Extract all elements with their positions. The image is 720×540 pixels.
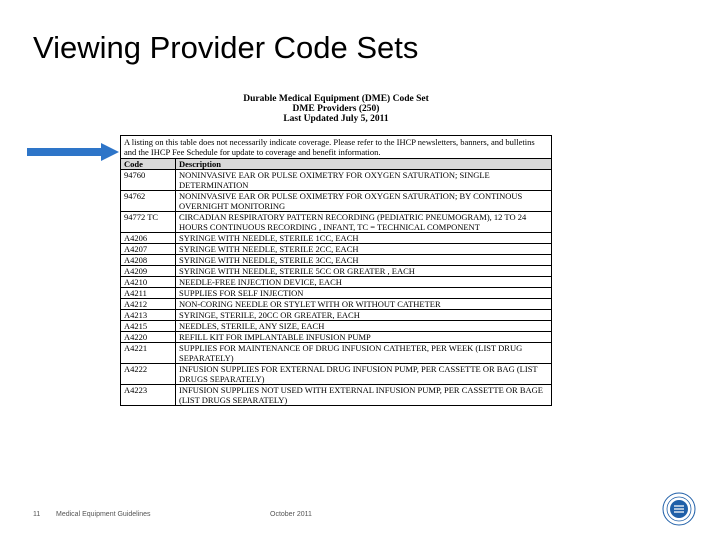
description-cell: INFUSION SUPPLIES NOT USED WITH EXTERNAL INFUSION PUMP, PER CASSETTE OR BAGE (LIST DRUGS SEPARATELY) — [176, 385, 552, 406]
table-row — [121, 244, 552, 255]
table-row — [121, 277, 552, 288]
code-cell: A4210 — [121, 277, 176, 288]
description-cell: INFUSION SUPPLIES FOR EXTERNAL DRUG INFUSION PUMP, PER CASSETTE OR BAG (LIST DRUGS SEPARATELY) — [176, 364, 552, 385]
code-cell: A4211 — [121, 288, 176, 299]
column-header-code: Code — [121, 159, 176, 170]
description-cell: SUPPLIES FOR SELF INJECTION — [176, 288, 552, 299]
code-cell: A4207 — [121, 244, 176, 255]
document-heading-title: Durable Medical Equipment (DME) Code Set — [243, 94, 429, 104]
table-row — [121, 255, 552, 266]
code-cell: 94762 — [121, 191, 176, 212]
table-row — [121, 191, 552, 212]
code-cell: A4215 — [121, 321, 176, 332]
description-cell: NEEDLE-FREE INJECTION DEVICE, EACH — [176, 277, 552, 288]
description-cell: NONINVASIVE EAR OR PULSE OXIMETRY FOR OXYGEN SATURATION; SINGLE DETERMINATION — [176, 170, 552, 191]
notice-row — [121, 136, 552, 159]
code-cell: 94772 TC — [121, 212, 176, 233]
table-row — [121, 233, 552, 244]
description-cell: SYRINGE WITH NEEDLE, STERILE 2CC, EACH — [176, 244, 552, 255]
description-cell: SYRINGE WITH NEEDLE, STERILE 5CC OR GREATER , EACH — [176, 266, 552, 277]
table-header-row — [121, 159, 552, 170]
document-heading — [120, 94, 552, 124]
column-header-description: Description — [176, 159, 552, 170]
footer-date: October 2011 — [270, 511, 312, 518]
description-cell: SYRINGE WITH NEEDLE, STERILE 3CC, EACH — [176, 255, 552, 266]
table-row — [121, 343, 552, 364]
code-cell: A4220 — [121, 332, 176, 343]
table-row — [121, 321, 552, 332]
description-cell: NON-CORING NEEDLE OR STYLET WITH OR WITHOUT CATHETER — [176, 299, 552, 310]
table-row — [121, 266, 552, 277]
code-cell: 94760 — [121, 170, 176, 191]
description-cell: NONINVASIVE EAR OR PULSE OXIMETRY FOR OXYGEN SATURATION; BY CONTINOUS OVERNIGHT MONITORING — [176, 191, 552, 212]
code-cell: A4223 — [121, 385, 176, 406]
footer-left-text: Medical Equipment Guidelines — [56, 511, 151, 518]
description-cell: CIRCADIAN RESPIRATORY PATTERN RECORDING (PEDIATRIC PNEUMOGRAM), 12 TO 24 HOURS CONTINUOUS RECORDING , INFANT, TC = TECHNICAL COMPONENT — [176, 212, 552, 233]
coverage-notice: A listing on this table does not necessarily indicate coverage. Please refer to the IHCP newsletters, banners, and bulletins and the IHCP Fee Schedule for update to coverage and benefit information. — [121, 136, 552, 159]
code-cell: A4208 — [121, 255, 176, 266]
footer-page-number: 11 — [33, 511, 41, 518]
code-cell: A4206 — [121, 233, 176, 244]
table-row — [121, 288, 552, 299]
description-cell: REFILL KIT FOR IMPLANTABLE INFUSION PUMP — [176, 332, 552, 343]
slide-title: Viewing Provider Code Sets — [33, 30, 419, 65]
description-cell: SUPPLIES FOR MAINTENANCE OF DRUG INFUSION CATHETER, PER WEEK (LIST DRUG SEPARATELY) — [176, 343, 552, 364]
document-heading-updated: Last Updated July 5, 2011 — [283, 114, 389, 124]
description-cell: NEEDLES, STERILE, ANY SIZE, EACH — [176, 321, 552, 332]
table-row — [121, 364, 552, 385]
code-cell: A4213 — [121, 310, 176, 321]
document-heading-subtitle: DME Providers (250) — [292, 104, 380, 114]
description-cell: SYRINGE, STERILE, 20CC OR GREATER, EACH — [176, 310, 552, 321]
fssa-seal-icon — [662, 492, 696, 526]
table-row — [121, 310, 552, 321]
code-cell: A4221 — [121, 343, 176, 364]
right-arrow-icon — [27, 143, 119, 161]
code-set-table — [120, 135, 552, 406]
code-cell: A4209 — [121, 266, 176, 277]
code-cell: A4222 — [121, 364, 176, 385]
table-row — [121, 299, 552, 310]
table-row — [121, 385, 552, 406]
table-row — [121, 332, 552, 343]
table-row — [121, 170, 552, 191]
code-cell: A4212 — [121, 299, 176, 310]
table-row — [121, 212, 552, 233]
description-cell: SYRINGE WITH NEEDLE, STERILE 1CC, EACH — [176, 233, 552, 244]
